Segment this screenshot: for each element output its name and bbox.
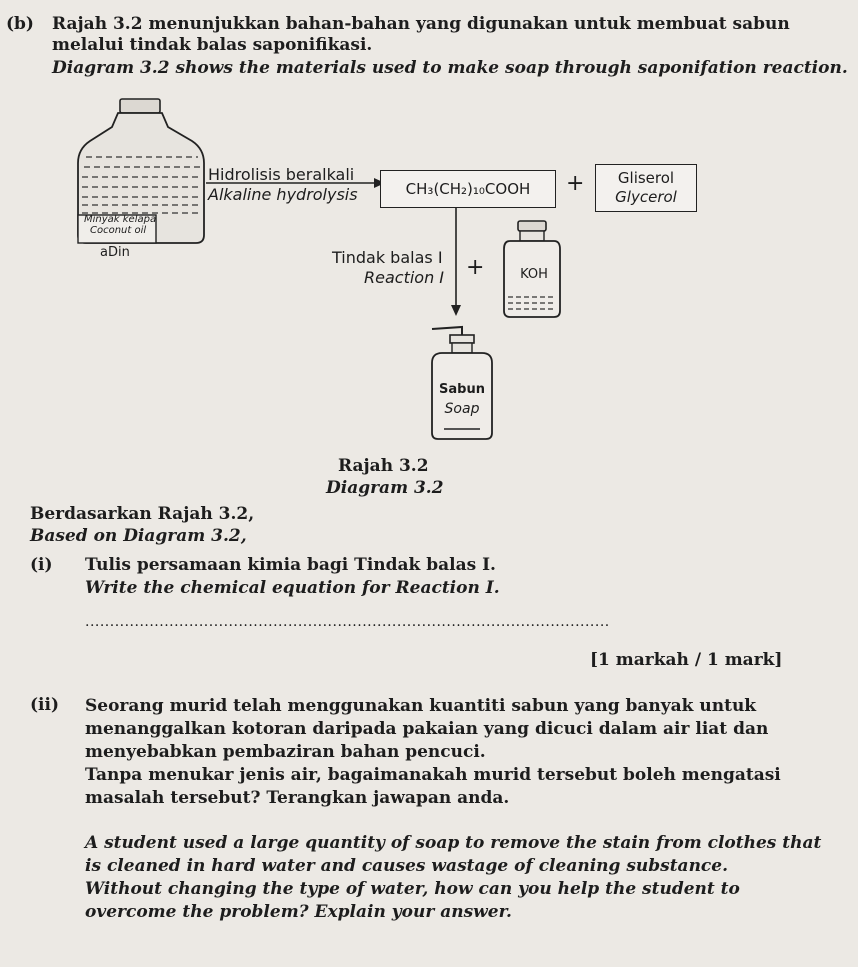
plus-sign-2: + [466,255,485,280]
q2-ms-line: Tanpa menukar jenis air, bagaimanakah murid tersebut boleh mengatasi [85,765,781,785]
q2-number: (ii) [30,695,60,715]
q1-text-en: Write the chemical equation for Reaction I. [85,578,500,598]
glycerol-box [595,164,697,212]
reaction-i-arrow-icon [448,207,464,317]
reaction-label-en: Reaction I [364,268,445,287]
diagram-3-2 [60,95,780,498]
q1-text-ms: Tulis persamaan kimia bagi Tindak balas I. [85,555,496,575]
bottle-label-ms: Minyak kelapa [84,214,157,225]
q2-ms-line: menanggalkan kotoran daripada pakaian yang dicuci dalam air liat dan [85,719,769,739]
part-label: (b) [6,14,34,34]
koh-label: KOH [520,267,548,282]
soap-label-ms: Sabun [439,382,485,397]
intro-line-ms-1: Rajah 3.2 menunjukkan bahan-bahan yang digunakan untuk membuat sabun [52,14,790,34]
hydrolysis-arrow-icon [206,175,386,191]
q2-ms-line: masalah tersebut? Terangkan jawapan anda. [85,788,510,808]
bottle-under-text: aDin [100,245,130,260]
q1-number: (i) [30,555,53,575]
product-formula: CH₃(CH₂)₁₀COOH [405,180,531,198]
q2-ms-line: menyebabkan pembaziran bahan pencuci. [85,742,486,762]
q1-marks: [1 markah / 1 mark] [590,650,783,670]
based-on-ms: Berdasarkan Rajah 3.2, [30,504,255,524]
soap-label-en: Soap [444,401,480,417]
arrow-label-ms: Hidrolisis beralkali [208,165,355,184]
soap-bottle-icon [422,321,502,441]
coconut-oil-bottle-icon [72,97,212,267]
reaction-label-ms: Tindak balas I [332,248,443,267]
arrow-label-en: Alkaline hydrolysis [208,185,358,204]
glycerol-label-en: Glycerol [615,188,677,206]
intro-line-en: Diagram 3.2 shows the materials used to make soap through saponifation reaction. [52,58,848,78]
caption-ms: Rajah 3.2 [338,456,429,476]
bottle-label-en: Coconut oil [90,225,147,236]
plus-sign-1: + [566,171,585,196]
product-formula-box [380,170,556,208]
glycerol-label-ms: Gliserol [617,169,675,187]
q2-ms-line: Seorang murid telah menggunakan kuantiti sabun yang banyak untuk [85,696,757,716]
intro-line-ms-2: melalui tindak balas saponifikasi. [52,35,373,55]
q2-text-en [85,832,821,924]
q2-text-ms [85,695,781,810]
q1-answer-line[interactable]: .......................................................................................................... [85,614,610,630]
q2-en-line: is cleaned in hard water and causes wastage of cleaning substance. [85,856,729,876]
caption-en: Diagram 3.2 [326,478,444,498]
q2-en-line: A student used a large quantity of soap to remove the stain from clothes that [85,833,822,853]
based-on-en: Based on Diagram 3.2, [30,526,247,546]
q2-en-line: overcome the problem? Explain your answer. [85,902,512,922]
q2-en-line: Without changing the type of water, how can you help the student to [85,879,740,899]
